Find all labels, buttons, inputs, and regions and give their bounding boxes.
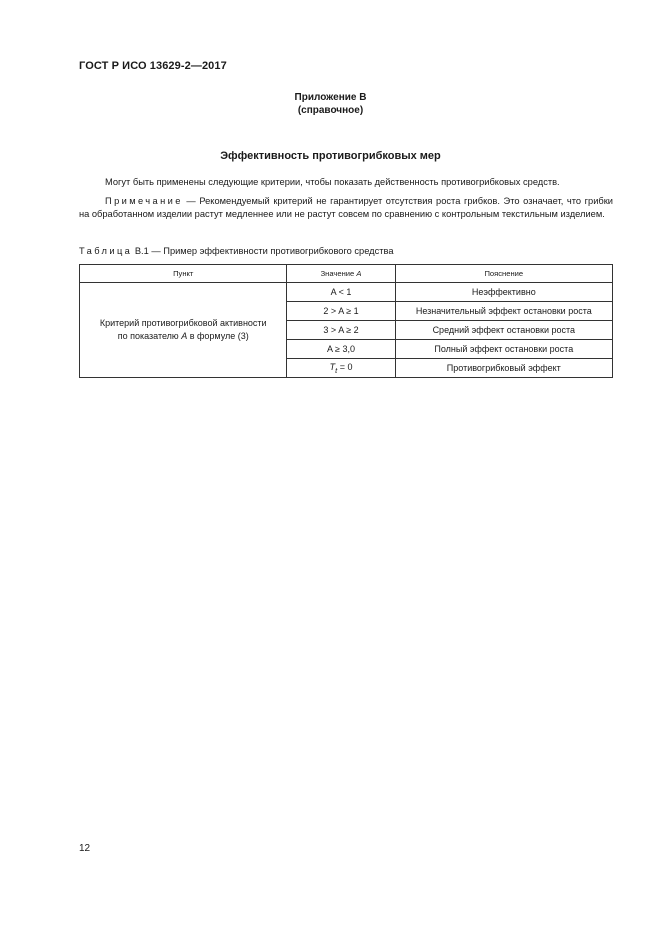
explanation-cell: Полный эффект остановки роста <box>395 340 612 359</box>
header-item: Пункт <box>80 265 287 283</box>
value-sub: t <box>335 365 338 375</box>
explanation-cell: Незначительный эффект остановки роста <box>395 302 612 321</box>
criterion-line2-suffix: в формуле (3) <box>187 331 249 341</box>
criteria-paragraph: Могут быть применены следующие критерии, чтобы показать действенность противогрибковых средств. <box>105 177 560 187</box>
value-cell: 2 > A ≥ 1 <box>287 302 395 321</box>
appendix-title: Приложение В <box>294 92 367 103</box>
note-paragraph <box>79 195 613 220</box>
criterion-line1: Критерий противогрибковой активности <box>99 318 267 328</box>
value-rest: = 0 <box>337 361 353 372</box>
explanation-cell: Неэффективно <box>395 283 612 302</box>
criterion-line2-var: A <box>181 331 188 341</box>
table-header-row <box>80 265 613 283</box>
value-var: T <box>329 361 336 372</box>
criterion-cell <box>80 283 287 378</box>
header-value <box>287 265 395 283</box>
table-caption-label: Таблица <box>79 246 133 256</box>
value-cell: 3 > A ≥ 2 <box>287 321 395 340</box>
note-text: — Рекомендуемый критерий не гарантирует отсутствия роста грибков. Это означает, что грибки на обработанном изделии растут медленнее или не растут совсем по сравнению с контрольным текстильным изделием. <box>79 196 613 219</box>
value-text: A < 1 <box>330 287 352 297</box>
table-caption <box>79 246 394 256</box>
table-caption-text: В.1 — Пример эффективности противогрибкового средства <box>132 246 394 256</box>
efficacy-table <box>79 264 613 378</box>
value-cell <box>287 359 395 378</box>
appendix-type: (справочное) <box>297 105 364 116</box>
explanation-cell: Противогрибковый эффект <box>395 359 612 378</box>
criterion-line2-prefix: по показателю <box>117 331 182 341</box>
section-title: Эффективность противогрибковых мер <box>220 150 441 162</box>
value-cell: A ≥ 3,0 <box>287 340 395 359</box>
header-value-prefix: Значение <box>320 269 357 278</box>
header-value-var: A <box>356 269 362 278</box>
explanation-cell: Средний эффект остановки роста <box>395 321 612 340</box>
table-row <box>80 283 613 302</box>
header-explanation: Пояснение <box>395 265 612 283</box>
value-cell <box>287 283 395 302</box>
note-label: Примечание <box>105 196 183 206</box>
document-code: ГОСТ Р ИСО 13629-2—2017 <box>79 60 227 72</box>
page-number: 12 <box>79 843 91 854</box>
